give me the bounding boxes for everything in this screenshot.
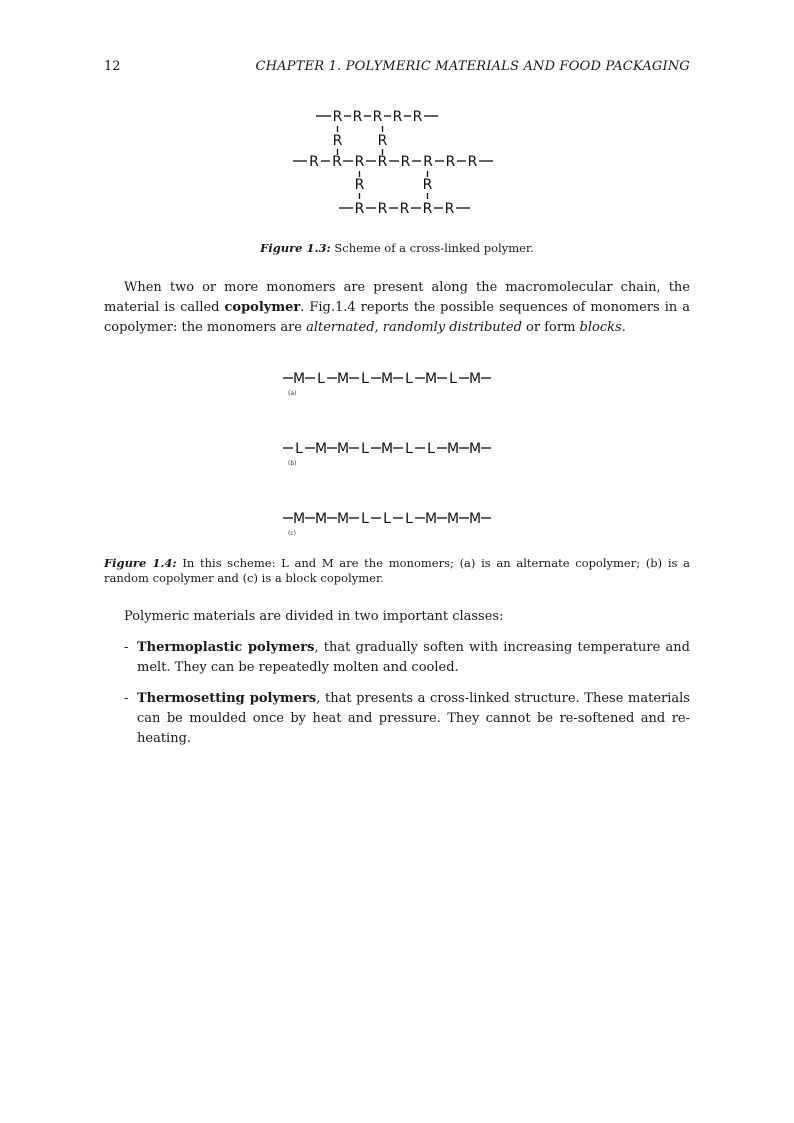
monomer-m: M (336, 371, 350, 387)
monomer-l: L (383, 511, 391, 527)
atom-r: R (444, 201, 455, 217)
atom-r: R (377, 201, 388, 217)
page-number: 12 (104, 59, 121, 74)
atom-r: R (423, 154, 433, 170)
chain-a (280, 366, 520, 390)
monomer-m: M (468, 441, 482, 457)
atom-r: R (467, 154, 478, 170)
term-thermoplastic: Thermoplastic polymers (137, 640, 315, 655)
caption-text: In this scheme: L and M are the monomers; (a) is an alternate copolymer; (b) is a random copolymer and (c) is a block copolymer. (104, 556, 691, 585)
monomer-m: M (468, 371, 482, 387)
figure-1-3-caption (104, 241, 690, 256)
atom-r: R (400, 154, 411, 170)
monomer-m: M (446, 511, 460, 527)
monomer-l: L (295, 441, 303, 457)
atom-r: R (372, 109, 383, 125)
term-thermosetting: Thermosetting polymers (137, 691, 317, 706)
monomer-m: M (336, 441, 350, 457)
monomer-l: L (361, 441, 369, 457)
chain-label: (c) (288, 530, 296, 537)
monomer-m: M (314, 441, 328, 457)
monomer-m: M (424, 511, 438, 527)
term-copolymer: copolymer (224, 300, 301, 315)
chain-b (280, 436, 520, 460)
atom-r: R (332, 109, 343, 125)
monomer-m: M (468, 511, 482, 527)
atom-r: R (354, 201, 365, 217)
atom-r: R (309, 154, 319, 170)
atom-r: R (332, 133, 343, 149)
atom-r: R (399, 201, 410, 217)
caption-label: Figure 1.3: (260, 241, 331, 255)
atom-r: R (332, 154, 342, 170)
atom-r: R (354, 177, 365, 193)
caption-label: Figure 1.4: (104, 556, 177, 570)
classes-intro: Polymeric materials are divided in two important classes: (124, 609, 504, 624)
copolymer-figure (280, 366, 520, 536)
caption-text: Scheme of a cross-linked polymer. (334, 241, 534, 255)
monomer-m: M (292, 511, 306, 527)
monomer-l: L (361, 371, 369, 387)
monomer-l: L (405, 511, 413, 527)
chain-c (280, 506, 520, 530)
atom-r: R (422, 201, 433, 217)
monomer-l: L (317, 371, 325, 387)
r-atoms (309, 109, 478, 217)
monomer-m: M (314, 511, 328, 527)
atom-r: R (392, 109, 403, 125)
monomer-l: L (405, 441, 413, 457)
atom-r: R (445, 154, 456, 170)
atom-r: R (412, 109, 423, 125)
monomer-m: M (424, 371, 438, 387)
monomer-m: M (380, 441, 394, 457)
atom-r: R (354, 154, 365, 170)
monomer-l: L (427, 441, 435, 457)
running-title: CHAPTER 1. POLYMERIC MATERIALS AND FOOD PACKAGING (255, 59, 690, 74)
monomer-m: M (292, 371, 306, 387)
monomer-l: L (361, 511, 369, 527)
chain-label: (b) (288, 460, 297, 467)
monomer-l: L (405, 371, 413, 387)
list-item: - Thermoplastic polymers, that gradually soften with increasing temperature and melt. They can be repeatedly molten and cooled. (124, 640, 690, 675)
crosslinked-polymer-figure (280, 104, 510, 219)
monomer-m: M (380, 371, 394, 387)
atom-r: R (377, 154, 388, 170)
atom-r: R (422, 177, 433, 193)
monomer-m: M (336, 511, 350, 527)
monomer-m: M (446, 441, 460, 457)
monomer-l: L (449, 371, 457, 387)
list-item: - Thermosetting polymers, that presents a cross-linked structure. These materials can be moulded once by heat and pressure. They cannot be re-softened and re-heating. (124, 691, 690, 746)
atom-r: R (352, 109, 363, 125)
atom-r: R (377, 133, 388, 149)
copolymer-paragraph: When two or more monomers are present along the macromolecular chain, the material is called copolymer. Fig.1.4 reports the possible sequences of monomers in a copolymer: the monomers are alternated, randomly distributed or form blocks. (104, 280, 690, 335)
chain-label: (a) (288, 390, 297, 397)
bond-lines (293, 116, 493, 208)
figure-1-4-caption (104, 556, 690, 586)
